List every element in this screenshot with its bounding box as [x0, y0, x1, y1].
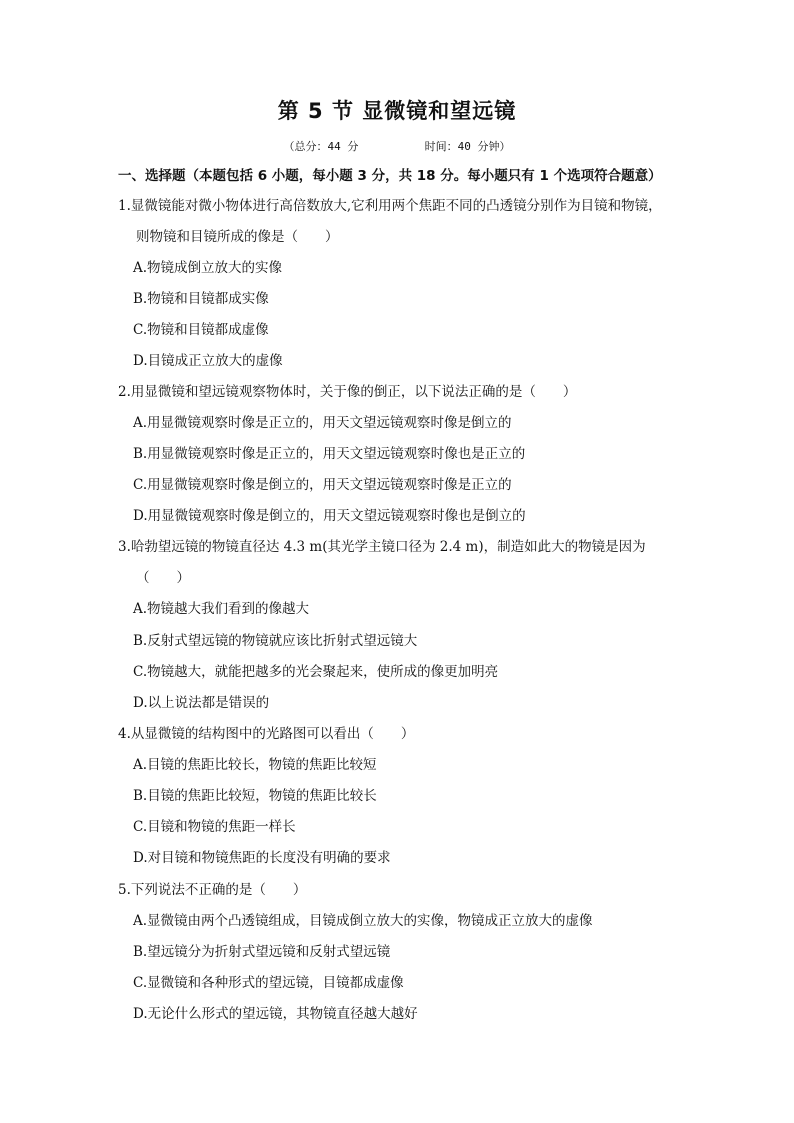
- question-2-option-d: D.用显微镜观察时像是倒立的，用天文望远镜观察时像也是倒立的: [133, 508, 526, 524]
- question-1-stem-cont: 则物镜和目镜所成的像是（ ）: [136, 229, 339, 245]
- question-3-option-c: C.物镜越大，就能把越多的光会聚起来，使所成的像更加明亮: [133, 664, 499, 680]
- question-5-option-d: D.无论什么形式的望远镜，其物镜直径越大越好: [133, 1006, 418, 1022]
- page-title: 第 5 节 显微镜和望远镜: [277, 99, 517, 123]
- question-5-stem: 5.下列说法不正确的是（ ）: [118, 882, 307, 898]
- score-time-line: （总分：44 分 时间：40 分钟）: [283, 140, 511, 153]
- question-5-option-c: C.显微镜和各种形式的望远镜，目镜都成虚像: [133, 975, 404, 991]
- section-heading: 一、选择题（本题包括 6 小题，每小题 3 分，共 18 分。每小题只有 1 个选项符合题意）: [118, 168, 662, 184]
- question-1-option-b: B.物镜和目镜都成实像: [133, 291, 269, 307]
- question-1-option-a: A.物镜成倒立放大的实像: [133, 260, 283, 276]
- question-5-option-a: A.显微镜由两个凸透镜组成，目镜成倒立放大的实像，物镜成正立放大的虚像: [133, 913, 593, 929]
- question-2-stem: 2.用显微镜和望远镜观察物体时，关于像的倒正，以下说法正确的是（ ）: [118, 384, 577, 400]
- question-2-option-b: B.用显微镜观察时像是正立的，用天文望远镜观察时像也是正立的: [133, 446, 526, 462]
- question-2-option-c: C.用显微镜观察时像是倒立的，用天文望远镜观察时像是正立的: [133, 477, 512, 493]
- question-3-option-b: B.反射式望远镜的物镜就应该比折射式望远镜大: [133, 633, 418, 649]
- question-4-stem: 4.从显微镜的结构图中的光路图可以看出（ ）: [118, 726, 415, 742]
- question-1-option-c: C.物镜和目镜都成虚像: [133, 322, 269, 338]
- question-4-option-d: D.对目镜和物镜焦距的长度没有明确的要求: [133, 850, 391, 866]
- question-5-option-b: B.望远镜分为折射式望远镜和反射式望远镜: [133, 944, 391, 960]
- question-4-option-a: A.目镜的焦距比较长，物镜的焦距比较短: [133, 757, 377, 773]
- question-3-stem: 3.哈勃望远镜的物镜直径达 4.3 m(其光学主镜口径为 2.4 m)，制造如此大的物镜是因为: [118, 539, 646, 555]
- question-3-option-d: D.以上说法都是错误的: [133, 695, 270, 711]
- question-2-option-a: A.用显微镜观察时像是正立的，用天文望远镜观察时像是倒立的: [133, 415, 512, 431]
- question-3-stem-cont: （ ）: [136, 570, 190, 586]
- question-3-option-a: A.物镜越大我们看到的像越大: [133, 601, 310, 617]
- question-1-stem: 1.显微镜能对微小物体进行高倍数放大,它利用两个焦距不同的凸透镜分别作为目镜和物镜，: [118, 198, 662, 214]
- question-1-option-d: D.目镜成正立放大的虚像: [133, 353, 283, 369]
- question-4-option-b: B.目镜的焦距比较短，物镜的焦距比较长: [133, 788, 377, 804]
- question-4-option-c: C.目镜和物镜的焦距一样长: [133, 819, 296, 835]
